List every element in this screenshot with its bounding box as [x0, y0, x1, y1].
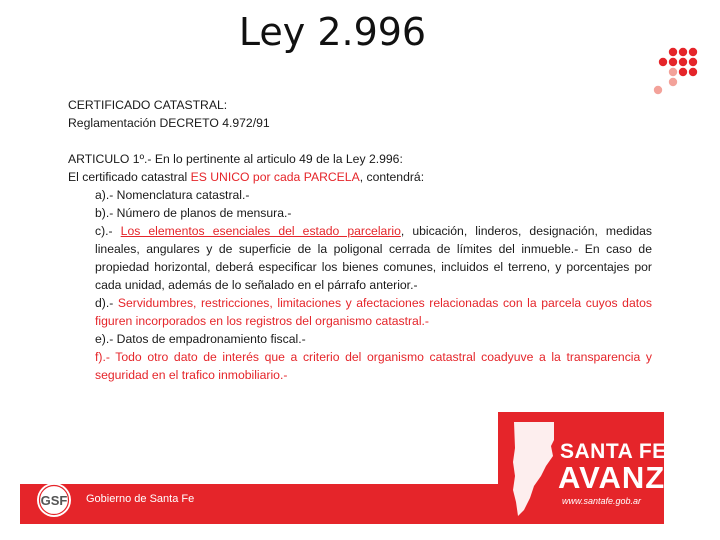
article-line-2-pre: El certificado catastral — [68, 170, 191, 184]
brand-santa-fe: SANTA FE — [560, 440, 667, 463]
header-line-2: Reglamentación DECRETO 4.972/91 — [68, 116, 270, 130]
page-title: Ley 2.996 — [238, 10, 427, 54]
item-d-pre: d).- — [95, 296, 118, 310]
header-line-1: CERTIFICADO CATASTRAL: — [68, 98, 228, 112]
brand-avanza: AVANZA — [558, 460, 689, 495]
article-line-2-highlight: ES UNICO por cada PARCELA — [190, 170, 360, 184]
item-e: e).- Datos de empadronamiento fiscal.- — [95, 332, 306, 346]
item-c — [68, 222, 652, 294]
item-a: a).- Nomenclatura catastral.- — [95, 188, 250, 202]
item-d — [68, 294, 652, 330]
article-line-2 — [68, 168, 652, 186]
gsf-logo-text: GSF — [40, 493, 68, 508]
gobierno-label: Gobierno de Santa Fe — [86, 493, 195, 505]
item-b: b).- Número de planos de mensura.- — [95, 206, 292, 220]
santa-fe-map-icon — [510, 420, 560, 518]
item-f: f).- Todo otro dato de interés que a criterio del organismo catastral coadyuve a la transparencia y seguridad en el trafico inmobiliario.- — [95, 350, 652, 382]
article-line-2-post: , contendrá: — [359, 170, 425, 184]
item-c-highlight: Los elementos esenciales del estado parcelario — [120, 224, 401, 238]
dot-grid-icon — [652, 46, 700, 96]
article-intro: ARTICULO 1º.- En lo pertinente al articulo 49 de la Ley 2.996: — [68, 152, 403, 166]
item-c-pre: c).- — [95, 224, 121, 238]
item-c-post: , ubicación, linderos, designación, medidas lineales, angulares y de superficie de la poligonal cerrada de límites del inmueble.- En caso de propiedad horizontal, deberá especificar los bienes comunes, incluidos el terreno, y porcentajes por cada unidad, además de lo señalado en el párrafo anterior.- — [95, 224, 652, 292]
website-url: www.santafe.gob.ar — [562, 496, 642, 506]
gsf-logo-icon — [36, 482, 82, 518]
item-d-highlight: Servidumbres, restricciones, limitaciones y afectaciones relacionadas con la parcela cuyos datos figuren incorporados en los registros del organismo catastral.- — [95, 296, 652, 328]
document-body — [68, 96, 652, 384]
